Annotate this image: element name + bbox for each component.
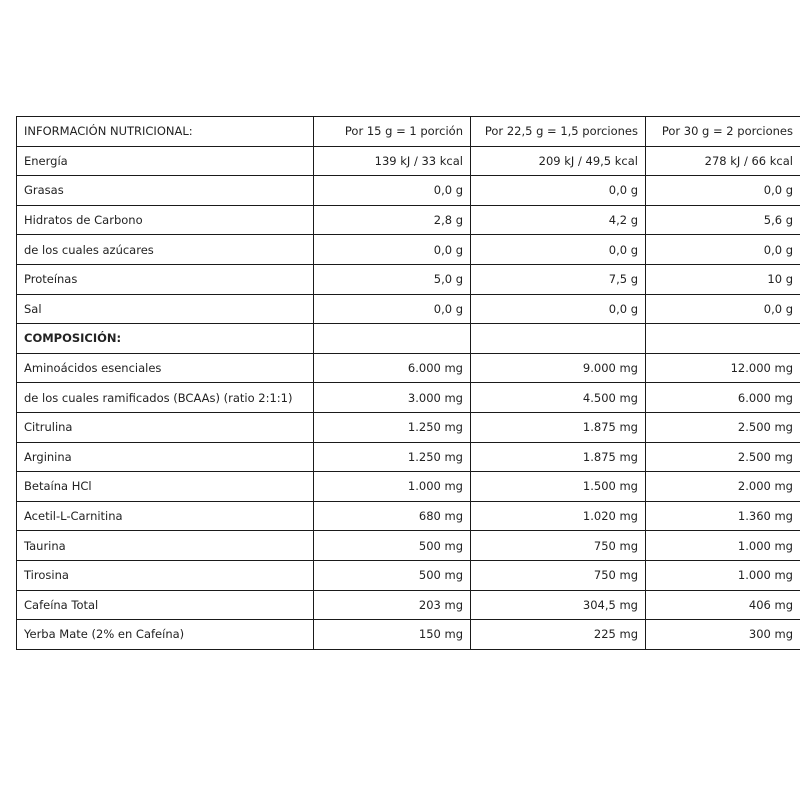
row-value-col1-cell: 1.000 mg <box>314 472 471 502</box>
row-label-cell: Acetil-L-Carnitina <box>17 501 314 531</box>
composition-header-row <box>17 324 800 354</box>
row-value-col1-cell: 1.250 mg <box>314 412 471 442</box>
row-value-col3-cell: 0,0 g <box>646 235 800 265</box>
row-value-col2-cell: 750 mg <box>471 560 646 590</box>
row-value-col3-cell: 5,6 g <box>646 205 800 235</box>
row-value-col2-cell: 9.000 mg <box>471 353 646 383</box>
row-value-col3-cell: 2.500 mg <box>646 412 800 442</box>
nutrition-row <box>17 294 800 324</box>
row-value-col3-cell: 0,0 g <box>646 176 800 206</box>
row-label-cell: Betaína HCl <box>17 472 314 502</box>
row-value-col2-cell: 0,0 g <box>471 235 646 265</box>
row-value-col2-cell: 1.500 mg <box>471 472 646 502</box>
row-label-cell: Sal <box>17 294 314 324</box>
row-value-col1-cell: 500 mg <box>314 560 471 590</box>
row-value-col3-cell: 12.000 mg <box>646 353 800 383</box>
row-value-col1-cell: 3.000 mg <box>314 383 471 413</box>
nutrition-row <box>17 235 800 265</box>
composition-row <box>17 620 800 650</box>
row-label-cell: de los cuales azúcares <box>17 235 314 265</box>
row-value-col1-cell: 139 kJ / 33 kcal <box>314 146 471 176</box>
row-value-col3-cell: 2.000 mg <box>646 472 800 502</box>
header-col2-cell: Por 22,5 g = 1,5 porciones <box>471 117 646 147</box>
row-label-cell: Yerba Mate (2% en Cafeína) <box>17 620 314 650</box>
row-value-col3-cell: 406 mg <box>646 590 800 620</box>
row-value-col3-cell: 10 g <box>646 264 800 294</box>
row-value-col2-cell: 225 mg <box>471 620 646 650</box>
nutrition-row <box>17 176 800 206</box>
row-value-col1-cell: 6.000 mg <box>314 353 471 383</box>
composition-row <box>17 590 800 620</box>
row-value-col3-cell: 1.000 mg <box>646 531 800 561</box>
composition-header-empty-cell <box>471 324 646 354</box>
nutrition-row <box>17 205 800 235</box>
row-label-cell: Energía <box>17 146 314 176</box>
row-label-cell: Arginina <box>17 442 314 472</box>
composition-row <box>17 412 800 442</box>
row-value-col2-cell: 4,2 g <box>471 205 646 235</box>
composition-row <box>17 353 800 383</box>
row-label-cell: Tirosina <box>17 560 314 590</box>
row-value-col1-cell: 0,0 g <box>314 235 471 265</box>
row-value-col2-cell: 0,0 g <box>471 294 646 324</box>
row-value-col2-cell: 209 kJ / 49,5 kcal <box>471 146 646 176</box>
row-value-col3-cell: 300 mg <box>646 620 800 650</box>
row-value-col3-cell: 6.000 mg <box>646 383 800 413</box>
composition-header-empty-cell <box>314 324 471 354</box>
nutrition-row <box>17 146 800 176</box>
row-value-col1-cell: 680 mg <box>314 501 471 531</box>
row-value-col1-cell: 5,0 g <box>314 264 471 294</box>
row-value-col1-cell: 2,8 g <box>314 205 471 235</box>
nutrition-table-body <box>17 117 800 650</box>
composition-row <box>17 383 800 413</box>
row-value-col1-cell: 0,0 g <box>314 176 471 206</box>
row-value-col2-cell: 0,0 g <box>471 176 646 206</box>
composition-header-empty-cell <box>646 324 800 354</box>
row-label-cell: Citrulina <box>17 412 314 442</box>
row-label-cell: Proteínas <box>17 264 314 294</box>
composition-row <box>17 531 800 561</box>
nutrition-row <box>17 264 800 294</box>
row-value-col1-cell: 203 mg <box>314 590 471 620</box>
row-value-col2-cell: 750 mg <box>471 531 646 561</box>
row-label-cell: Aminoácidos esenciales <box>17 353 314 383</box>
header-col3-cell: Por 30 g = 2 porciones <box>646 117 800 147</box>
row-value-col3-cell: 1.000 mg <box>646 560 800 590</box>
row-value-col3-cell: 278 kJ / 66 kcal <box>646 146 800 176</box>
row-value-col2-cell: 1.875 mg <box>471 442 646 472</box>
row-value-col3-cell: 1.360 mg <box>646 501 800 531</box>
composition-row <box>17 560 800 590</box>
row-value-col2-cell: 4.500 mg <box>471 383 646 413</box>
row-value-col2-cell: 304,5 mg <box>471 590 646 620</box>
composition-row <box>17 501 800 531</box>
composition-header-label: COMPOSICIÓN: <box>17 324 314 354</box>
row-value-col2-cell: 1.875 mg <box>471 412 646 442</box>
nutrition-table <box>16 116 800 650</box>
row-value-col2-cell: 1.020 mg <box>471 501 646 531</box>
row-value-col3-cell: 2.500 mg <box>646 442 800 472</box>
row-value-col1-cell: 1.250 mg <box>314 442 471 472</box>
composition-row <box>17 472 800 502</box>
row-label-cell: Grasas <box>17 176 314 206</box>
row-value-col1-cell: 500 mg <box>314 531 471 561</box>
row-value-col1-cell: 0,0 g <box>314 294 471 324</box>
row-label-cell: Cafeína Total <box>17 590 314 620</box>
row-label-cell: Taurina <box>17 531 314 561</box>
row-label-cell: de los cuales ramificados (BCAAs) (ratio 2:1:1) <box>17 383 314 413</box>
header-col1-cell: Por 15 g = 1 porción <box>314 117 471 147</box>
row-value-col2-cell: 7,5 g <box>471 264 646 294</box>
row-value-col1-cell: 150 mg <box>314 620 471 650</box>
row-value-col3-cell: 0,0 g <box>646 294 800 324</box>
table-header-row <box>17 117 800 147</box>
row-label-cell: Hidratos de Carbono <box>17 205 314 235</box>
header-label-cell: INFORMACIÓN NUTRICIONAL: <box>17 117 314 147</box>
composition-row <box>17 442 800 472</box>
